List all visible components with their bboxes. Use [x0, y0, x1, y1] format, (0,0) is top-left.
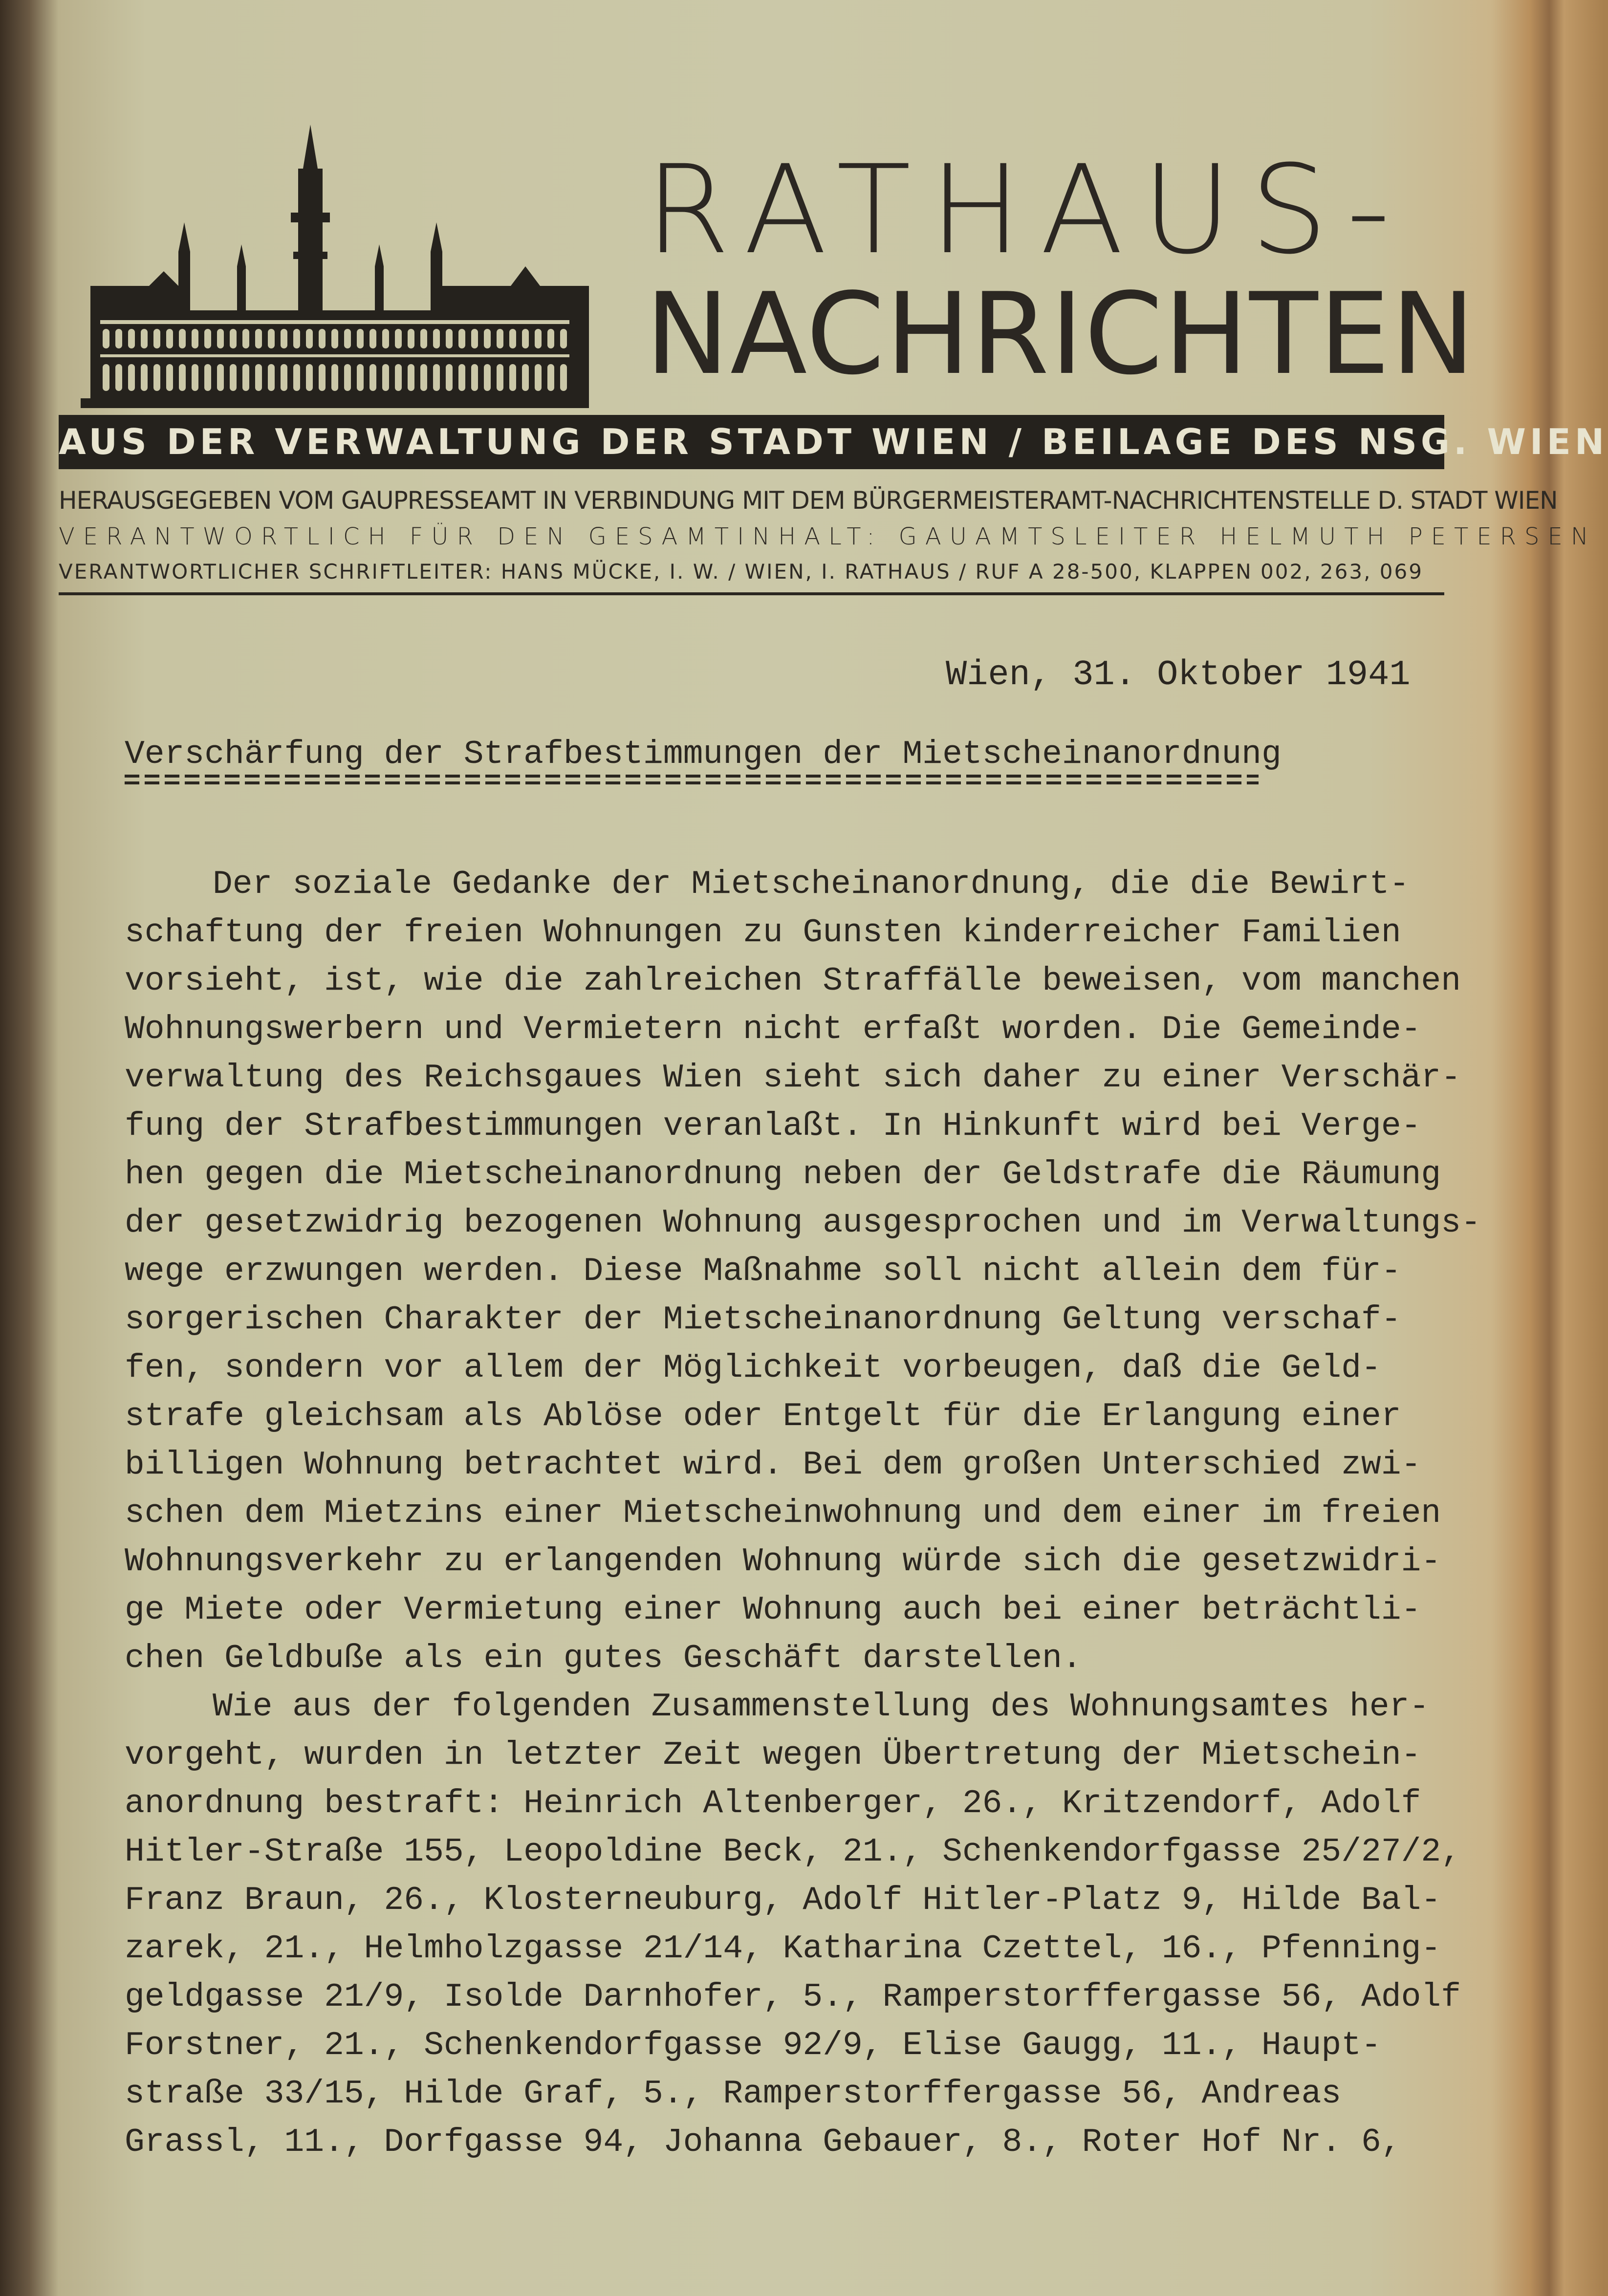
body-line: strafe gleichsam als Ablöse oder Entgelt für die Erlangung einer [125, 1398, 1401, 1435]
editor-line: VERANTWORTLICHER SCHRIFTLEITER: HANS MÜCKE, I. W. / WIEN, I. RATHAUS / RUF A 28-500, KLAPPEN 002, 263, 069 [59, 560, 1423, 584]
body-line: zarek, 21., Helmholzgasse 21/14, Katharina Czettel, 16., Pfenning- [125, 1930, 1441, 1968]
body-line: sorgerischen Charakter der Mietscheinanordnung Geltung verschaf- [125, 1301, 1401, 1339]
publisher-line: HERAUSGEGEBEN VOM GAUPRESSEAMT IN VERBINDUNG MIT DEM BÜRGERMEISTERAMT-NACHRICHTENSTELLE D. STADT WIEN [59, 486, 1558, 515]
masthead-title-line2: NACHRICHTEN [645, 269, 1476, 400]
body-line: Hitler-Straße 155, Leopoldine Beck, 21., Schenkendorfgasse 25/27/2, [125, 1833, 1461, 1871]
body-line: fung der Strafbestimmungen veranlaßt. In Hinkunft wird bei Verge- [125, 1107, 1421, 1145]
responsible-line: VERANTWORTLICH FÜR DEN GESAMTINHALT: GAUAMTSLEITER HELMUTH PETERSEN [59, 523, 1597, 550]
article-body [125, 860, 1481, 2166]
body-line: Wohnungswerbern und Vermietern nicht erfaßt worden. Die Gemeinde- [125, 1011, 1421, 1048]
city-hall-logo [81, 125, 589, 408]
body-line: verwaltung des Reichsgaues Wien sieht sich daher zu einer Verschär- [125, 1059, 1461, 1097]
body-line: vorgeht, wurden in letzter Zeit wegen Übertretung der Mietschein- [125, 1736, 1421, 1774]
masthead-band: AUS DER VERWALTUNG DER STADT WIEN / BEILAGE DES NSG. WIEN [59, 415, 1444, 469]
body-line: Grassl, 11., Dorfgasse 94, Johanna Gebauer, 8., Roter Hof Nr. 6, [125, 2123, 1401, 2161]
body-line: schen dem Mietzins einer Mietscheinwohnung und dem einer im freien [125, 1495, 1441, 1532]
body-line: Der soziale Gedanke der Mietscheinanordnung, die die Bewirt- [213, 866, 1410, 903]
body-line: der gesetzwidrig bezogenen Wohnung ausgesprochen und im Verwaltungs- [125, 1204, 1481, 1242]
body-line: Franz Braun, 26., Klosterneuburg, Adolf Hitler-Platz 9, Hilde Bal- [125, 1882, 1441, 1919]
body-line: vorsieht, ist, wie die zahlreichen Straffälle beweisen, vom manchen [125, 962, 1461, 1000]
heading-double-underline [125, 775, 1259, 787]
body-line: geldgasse 21/9, Isolde Darnhofer, 5., Ramperstorffergasse 56, Adolf [125, 1978, 1461, 2016]
body-line: hen gegen die Mietscheinanordnung neben der Geldstrafe die Räumung [125, 1156, 1441, 1193]
body-line: wege erzwungen werden. Diese Maßnahme soll nicht allein dem für- [125, 1253, 1401, 1290]
document-date: Wien, 31. Oktober 1941 [946, 655, 1411, 695]
masthead-title-line1: RATHAUS- [645, 139, 1409, 281]
body-line: Wie aus der folgenden Zusammenstellung des Wohnungsamtes her- [213, 1688, 1430, 1726]
body-line: fen, sondern vor allem der Möglichkeit vorbeugen, daß die Geld- [125, 1349, 1381, 1387]
body-line: billigen Wohnung betrachtet wird. Bei dem großen Unterschied zwi- [125, 1446, 1421, 1484]
body-line: Wohnungsverkehr zu erlangenden Wohnung würde sich die gesetzwidri- [125, 1543, 1441, 1581]
body-line: straße 33/15, Hilde Graf, 5., Ramperstorffergasse 56, Andreas [125, 2075, 1342, 2113]
body-line: chen Geldbuße als ein gutes Geschäft darstellen. [125, 1640, 1082, 1677]
masthead-rule [59, 592, 1444, 595]
body-line: schaftung der freien Wohnungen zu Gunsten kinderreicher Familien [125, 914, 1401, 952]
body-line: Forstner, 21., Schenkendorfgasse 92/9, Elise Gaugg, 11., Haupt- [125, 2027, 1381, 2064]
body-line: anordnung bestraft: Heinrich Altenberger, 26., Kritzendorf, Adolf [125, 1785, 1421, 1822]
article-heading: Verschärfung der Strafbestimmungen der Mietscheinanordnung [125, 736, 1282, 773]
body-line: ge Miete oder Vermietung einer Wohnung auch bei einer beträchtli- [125, 1591, 1421, 1629]
